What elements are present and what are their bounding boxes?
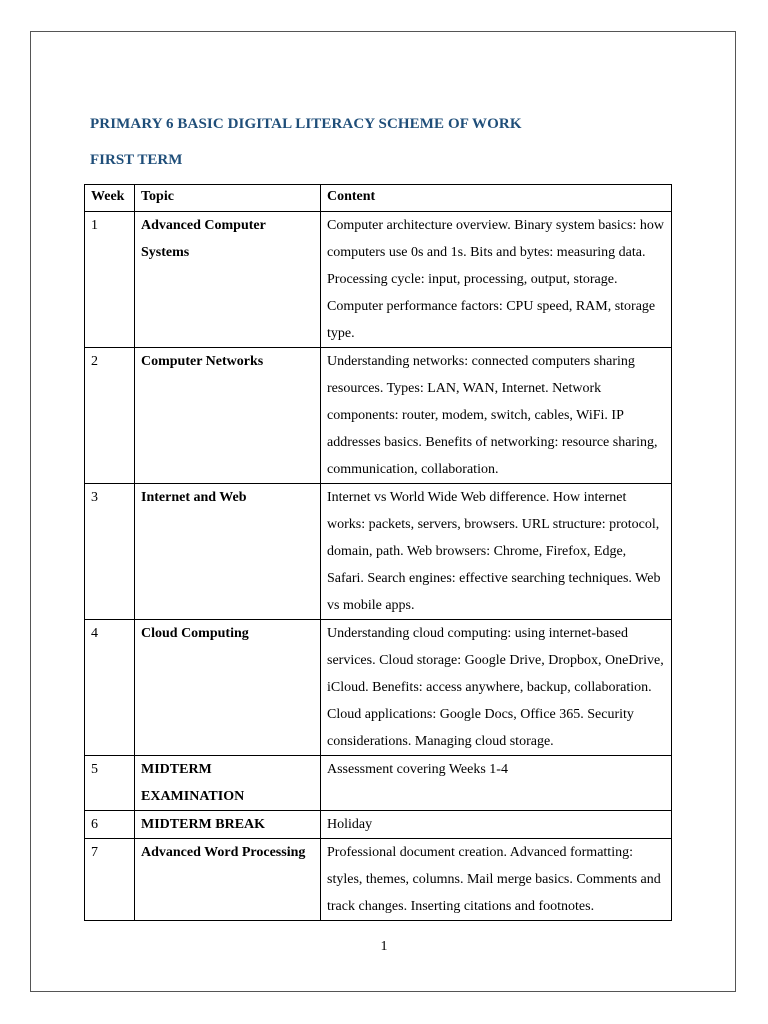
week-cell: 5 [85,756,135,811]
content-cell: Professional document creation. Advanced formatting: styles, themes, columns. Mail merge basics. Comments and track changes. Inserting citations and footnotes. [321,839,672,921]
term-heading: FIRST TERM [90,152,183,168]
content-cell: Understanding networks: connected computers sharing resources. Types: LAN, WAN, Internet. Network components: router, modem, switch, cables, WiFi. IP addresses basics. Benefits of networking: resource sharing, communication, collaboration. [321,348,672,484]
document-title: PRIMARY 6 BASIC DIGITAL LITERACY SCHEME OF WORK [90,116,522,132]
table-row [85,811,672,839]
content-cell: Internet vs World Wide Web difference. How internet works: packets, servers, browsers. URL structure: protocol, domain, path. Web browsers: Chrome, Firefox, Edge, Safari. Search engines: effective searching techniques. Web vs mobile apps. [321,484,672,620]
topic-cell: Advanced Computer Systems [135,212,321,348]
header-week: Week [85,185,135,212]
week-cell: 6 [85,811,135,839]
table-header-row [85,185,672,212]
week-cell: 2 [85,348,135,484]
topic-cell: Advanced Word Processing [135,839,321,921]
week-cell: 1 [85,212,135,348]
topic-cell: Internet and Web [135,484,321,620]
content-cell: Understanding cloud computing: using internet-based services. Cloud storage: Google Drive, Dropbox, OneDrive, iCloud. Benefits: access anywhere, backup, collaboration. Cloud applications: Google Docs, Office 365. Security considerations. Managing cloud storage. [321,620,672,756]
content-cell: Assessment covering Weeks 1-4 [321,756,672,811]
table-row [85,839,672,921]
content-cell: Computer architecture overview. Binary system basics: how computers use 0s and 1s. Bits and bytes: measuring data. Processing cycle: input, processing, output, storage. Computer performance factors: CPU speed, RAM, storage type. [321,212,672,348]
topic-cell: Cloud Computing [135,620,321,756]
topic-cell: MIDTERM BREAK [135,811,321,839]
topic-cell: Computer Networks [135,348,321,484]
page-number: 1 [380,939,388,954]
table-row [85,620,672,756]
table-row [85,212,672,348]
table-row [85,484,672,620]
week-cell: 4 [85,620,135,756]
table-row [85,756,672,811]
week-cell: 7 [85,839,135,921]
header-topic: Topic [135,185,321,212]
header-content: Content [321,185,672,212]
scheme-of-work-table [84,184,672,921]
content-cell: Holiday [321,811,672,839]
week-cell: 3 [85,484,135,620]
topic-cell: MIDTERM EXAMINATION [135,756,321,811]
table-row [85,348,672,484]
